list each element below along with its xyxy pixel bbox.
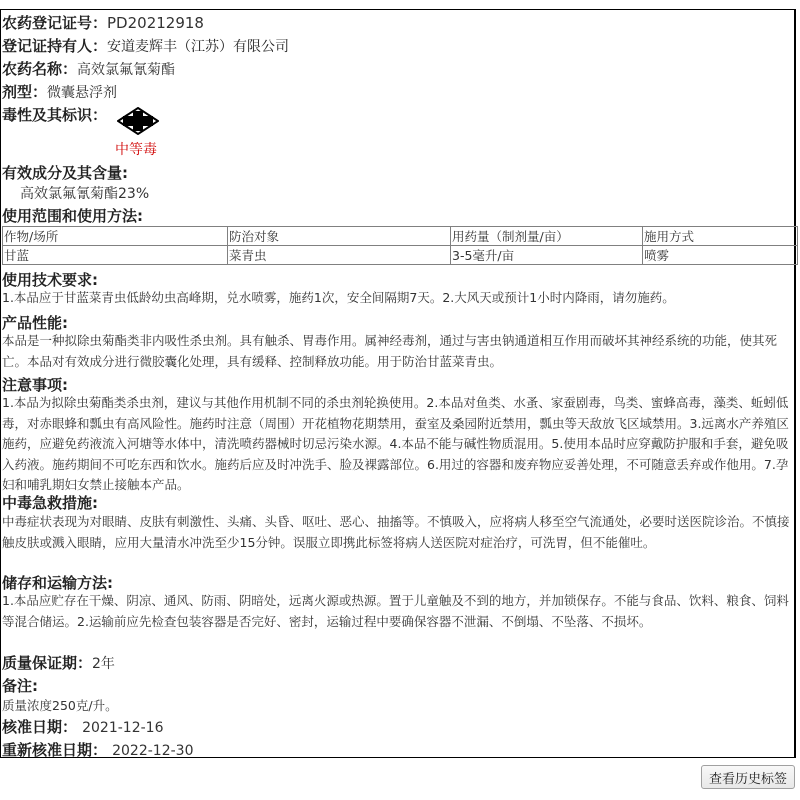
reapproval-row	[2, 739, 193, 760]
technique-title	[2, 269, 98, 290]
table-header-row	[3, 227, 798, 246]
firstaid-title	[2, 492, 98, 513]
table-header-cell: 作物/场所	[3, 227, 228, 246]
remarks-title	[2, 675, 38, 696]
holder-label: 登记证持有人：	[2, 37, 108, 55]
technique-text: 1.本品应于甘蓝菜青虫低龄幼虫高峰期，兑水喷雾，施药1次，安全间隔期7天。2.大风天或预计1小时内降雨，请勿施药。	[2, 290, 675, 305]
registration-number-value: PD20212918	[107, 14, 204, 32]
shelf-life-value: 2年	[92, 656, 115, 672]
remarks-text-row	[2, 695, 118, 714]
holder-value: 安道麦辉丰（江苏）有限公司	[107, 39, 290, 55]
table-header-cell: 施用方式	[643, 227, 798, 246]
pesticide-name-row	[2, 58, 175, 79]
remarks-text: 质量浓度250克/升。	[2, 698, 118, 713]
toxicity-label: 毒性及其标识：	[2, 106, 108, 124]
pesticide-name-label: 农药名称：	[2, 60, 78, 78]
table-header-cell: 防治对象	[228, 227, 451, 246]
toxicity-row	[2, 104, 107, 125]
shelf-life-label: 质量保证期：	[2, 654, 93, 672]
approval-value: 2021-12-16	[82, 720, 164, 736]
approval-label: 核准日期：	[2, 718, 78, 736]
usage-title-label: 使用范围和使用方法:	[2, 207, 143, 225]
formulation-label: 剂型：	[2, 83, 48, 101]
formulation-row	[2, 81, 117, 102]
performance-text: 本品是一种拟除虫菊酯类非内吸性杀虫剂。具有触杀、胃毒作用。属神经毒剂，通过与害虫钠通道相互作用而破坏其神经系统的功能，使其死亡。本品对有效成分进行微胶囊化处理，具有缓释、控制释放功能。用于防治甘蓝菜青虫。	[2, 333, 778, 369]
holder-row	[2, 35, 289, 56]
storage-title	[2, 572, 113, 593]
storage-text: 1.本品应贮存在干燥、阴凉、通风、防雨、阴暗处，远离火源或热源。置于儿童触及不到的地方，并加锁保存。不能与食品、饮料、粮食、饲料等混合储运。2.运输前应先检查包装容器是否完好、密封，运输过程中要确保容器不泄漏、不倒塌、不坠落、不损坏。	[2, 593, 789, 629]
ingredient-title	[2, 162, 128, 183]
table-cell-method: 喷雾	[643, 246, 798, 265]
precautions-title-label: 注意事项:	[2, 376, 68, 394]
ingredient-label: 有效成分及其含量:	[2, 164, 128, 182]
pesticide-name-value: 高效氯氟氰菊酯	[77, 62, 176, 78]
performance-title-label: 产品性能:	[2, 314, 68, 332]
precautions-text: 1.本品为拟除虫菊酯类杀虫剂，建议与其他作用机制不同的杀虫剂轮换使用。2.本品对鱼类、水蚤、家蚕剧毒，鸟类、蜜蜂高毒，藻类、蚯蚓低毒，对赤眼蜂和瓢虫有高风险性。施药时注意（周围）开花植物花期禁用，蚕室及桑园附近禁用，瓢虫等天敌放飞区域禁用。3.远离水产养殖区施药，应避免药液流入河塘等水体中，清洗喷药器械时切忌污染水源。4.本品不能与碱性物质混用。5.使用本品时应穿戴防护服和手套，避免吸入药液。施药期间不可吃东西和饮水。施药后应及时冲洗手、脸及裸露部位。6.用过的容器和废弃物应妥善处理，不可随意丢弃或作他用。7.孕妇和哺乳期妇女禁止接触本产品。	[2, 395, 789, 492]
registration-number-row	[2, 12, 204, 33]
reapproval-value: 2022-12-30	[112, 743, 194, 759]
reapproval-label: 重新核准日期：	[2, 741, 108, 759]
moderate-toxicity-icon	[117, 107, 159, 135]
ingredient-text: 高效氯氟氰菊酯23%	[20, 186, 150, 202]
toxicity-value: 中等毒	[115, 142, 157, 158]
view-history-labels-button[interactable]: 查看历史标签	[701, 765, 795, 789]
firstaid-title-label: 中毒急救措施:	[2, 494, 98, 512]
precautions-title	[2, 374, 68, 395]
remarks-title-label: 备注:	[2, 677, 38, 695]
storage-title-label: 储存和运输方法:	[2, 574, 113, 592]
table-cell-crop: 甘蓝	[3, 246, 228, 265]
performance-title	[2, 312, 68, 333]
technique-title-label: 使用技术要求:	[2, 271, 98, 289]
usage-title	[2, 205, 143, 226]
table-row	[3, 246, 798, 265]
ingredient-value	[20, 183, 149, 203]
table-header-cell: 用药量（制剂量/亩）	[451, 227, 643, 246]
shelf-life-row	[2, 652, 115, 673]
formulation-value: 微囊悬浮剂	[47, 85, 118, 101]
firstaid-text: 中毒症状表现为对眼睛、皮肤有刺激性、头痛、头昏、呕吐、恶心、抽搐等。不慎吸入，应将病人移至空气流通处，必要时送医院诊治。不慎接触皮肤或溅入眼睛，应用大量清水冲洗至少15分钟。误服立即携此标签将病人送医院对症治疗，可洗胃，但不能催吐。	[2, 514, 790, 550]
registration-number-label: 农药登记证号：	[2, 14, 108, 32]
usage-table	[2, 226, 798, 265]
table-cell-dosage: 3-5毫升/亩	[451, 246, 643, 265]
table-cell-target: 菜青虫	[228, 246, 451, 265]
approval-row	[2, 716, 163, 737]
